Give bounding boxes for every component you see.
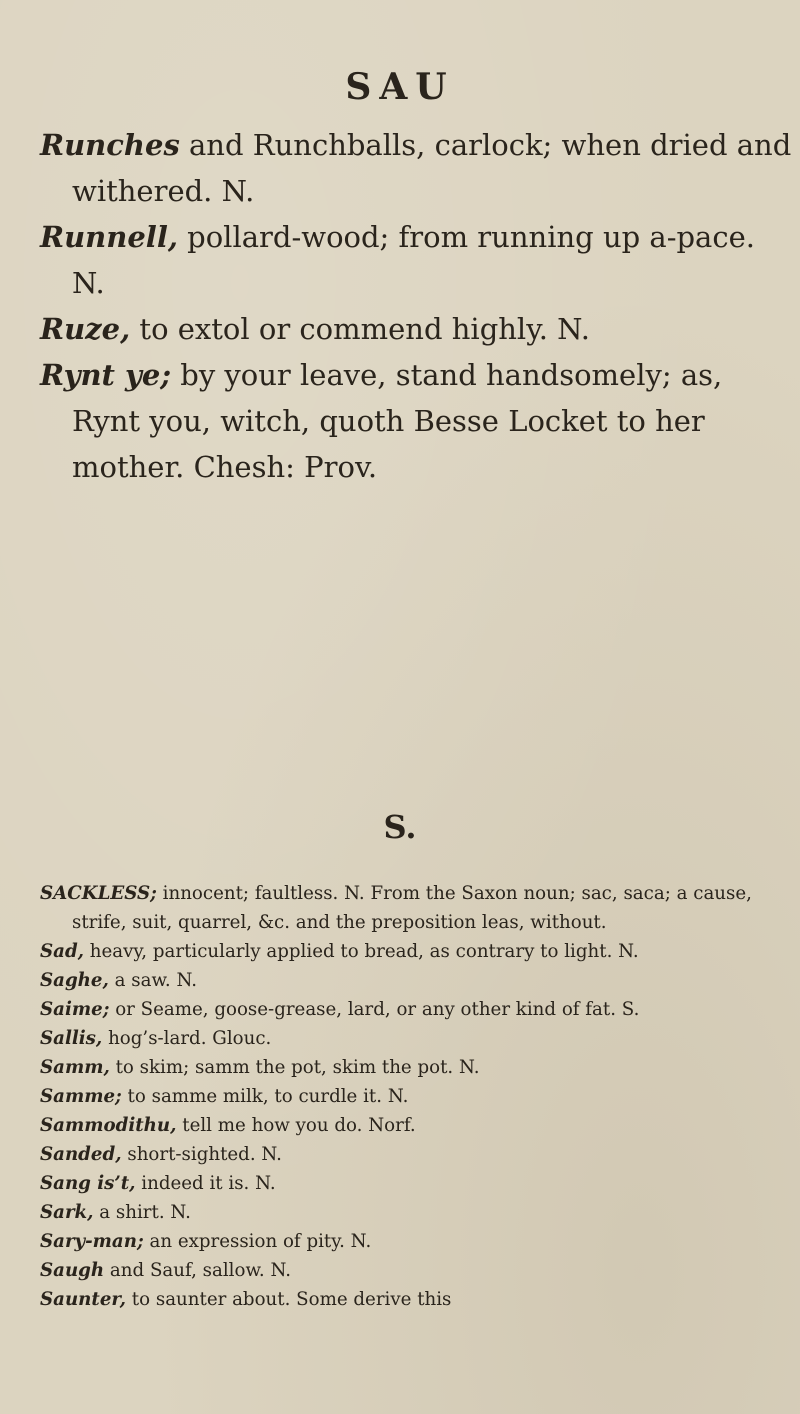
- entry: [40, 306, 792, 352]
- entry: [40, 1257, 792, 1286]
- entry: [40, 1054, 792, 1083]
- entry-headword: SACKLESS;: [40, 883, 157, 904]
- entry: [40, 1199, 792, 1228]
- entry: [40, 938, 792, 967]
- entry-headword: Runches: [40, 128, 180, 162]
- entry: [40, 122, 792, 214]
- entry-text: and Runchballs, carlock; when dried and withered. N.: [72, 128, 792, 208]
- entry: [40, 1228, 792, 1257]
- entry-text: a shirt. N.: [93, 1202, 191, 1223]
- entry: [40, 214, 792, 306]
- entry-text: innocent; faultless. N. From the Saxon noun; sac, saca; a cause, strife, suit, quarrel, &c. and the preposition leas, without.: [72, 883, 752, 933]
- entry-headword: Sammodithu,: [40, 1115, 177, 1136]
- entry: [40, 967, 792, 996]
- entry-headword: Sang is’t,: [40, 1173, 136, 1194]
- entry: [40, 1112, 792, 1141]
- entry-text: short-sighted. N.: [121, 1144, 282, 1165]
- entry: [40, 996, 792, 1025]
- section-letter: S.: [383, 808, 417, 846]
- entry: [40, 1286, 792, 1315]
- entry: [40, 1170, 792, 1199]
- entry-text: tell me how you do. Norf.: [176, 1115, 416, 1136]
- entry-text: to samme milk, to curdle it. N.: [121, 1086, 409, 1107]
- entry: [40, 352, 792, 490]
- entry-headword: Samm,: [40, 1057, 110, 1078]
- entry-text: hog’s-lard. Glouc.: [102, 1028, 272, 1049]
- entry-text: to extol or commend highly. N.: [130, 312, 590, 346]
- entry: [40, 880, 792, 938]
- entry-headword: Saunter,: [40, 1289, 127, 1310]
- entry-headword: Ruze,: [40, 312, 131, 346]
- entry-headword: Samme;: [40, 1086, 122, 1107]
- entry-headword: Saugh: [40, 1260, 105, 1281]
- entry-text: and Sauf, sallow. N.: [104, 1260, 291, 1281]
- entry-headword: Saghe,: [40, 970, 109, 991]
- entry: [40, 1025, 792, 1054]
- entry-text: by your leave, stand handsomely; as, Rynt you, witch, quoth Besse Locket to her mother. Chesh: Prov.: [72, 358, 723, 484]
- entry-text: to skim; samm the pot, skim the pot. N.: [109, 1057, 480, 1078]
- entry-headword: Runnell,: [40, 220, 178, 254]
- entry: [40, 1083, 792, 1112]
- entry-headword: Sallis,: [40, 1028, 103, 1049]
- entry: [40, 1141, 792, 1170]
- entry-text: or Seame, goose-grease, lard, or any other kind of fat. S.: [109, 999, 640, 1020]
- entry-headword: Sary-man;: [40, 1231, 144, 1252]
- entry-headword: Saime;: [40, 999, 110, 1020]
- entry-headword: Sad,: [40, 941, 85, 962]
- entry-text: heavy, particularly applied to bread, as contrary to light. N.: [84, 941, 639, 962]
- entry-text: to saunter about. Some derive this: [126, 1289, 452, 1310]
- entry-text: a saw. N.: [108, 970, 197, 991]
- entry-text: pollard-wood; from running up a-pace. N.: [72, 220, 755, 300]
- entry-headword: Sanded,: [40, 1144, 122, 1165]
- entry-headword: Sark,: [40, 1202, 94, 1223]
- entry-text: an expression of pity. N.: [143, 1231, 372, 1252]
- entry-headword: Rynt ye;: [40, 358, 172, 392]
- entry-text: indeed it is. N.: [135, 1173, 276, 1194]
- running-head: SAU: [345, 66, 455, 108]
